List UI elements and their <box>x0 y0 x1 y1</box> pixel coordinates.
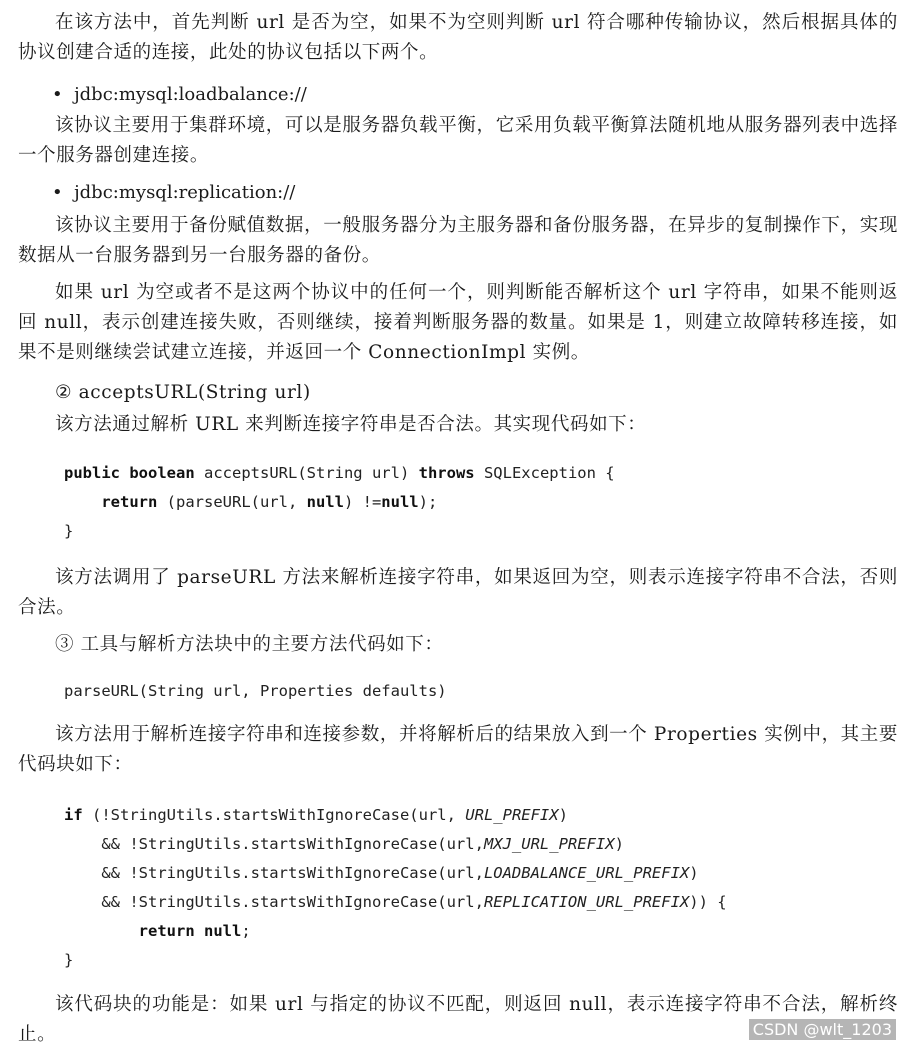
bullet-loadbalance: • jdbc:mysql:loadbalance:// <box>52 84 307 105</box>
code-block-parseurl: parseURL(String url, Properties defaults) <box>64 682 447 700</box>
paragraph-url-check: 如果 url 为空或者不是这两个协议中的任何一个，则判断能否解析这个 url 字符串，如果不能则返回 null，表示创建连接失败，否则继续，接着判断服务器的数量。如果是 1，则建立故障转移连接，如果不是则继续尝试建立连接，并返回一个 ConnectionImpl 实例。 <box>18 282 898 363</box>
paragraph-replication: 该协议主要用于备份赋值数据，一般服务器分为主服务器和备份服务器，在异步的复制操作下，实现数据从一台服务器到另一台服务器的备份。 <box>18 215 898 266</box>
code-block-acceptsurl: public boolean acceptsURL(String url) throws SQLException { return (parseURL(url, null) !=null); } <box>64 464 615 540</box>
paragraph-parseurl: 该方法用于解析连接字符串和连接参数，并将解析后的结果放入到一个 Properties 实例中，其主要代码块如下： <box>18 724 898 775</box>
bullet-loadbalance-text: jdbc:mysql:loadbalance:// <box>74 84 307 105</box>
paragraph-parseurl-call: 该方法调用了 parseURL 方法来解析连接字符串，如果返回为空，则表示连接字符串不合法，否则合法。 <box>18 567 898 618</box>
watermark-label: CSDN @wlt_1203 <box>749 1019 896 1040</box>
bullet-replication-text: jdbc:mysql:replication:// <box>74 182 296 203</box>
bullet-replication: • jdbc:mysql:replication:// <box>52 182 296 203</box>
paragraph-intro: 在该方法中，首先判断 url 是否为空，如果不为空则判断 url 符合哪种传输协议，然后根据具体的协议创建合适的连接，此处的协议包括以下两个。 <box>18 12 898 63</box>
heading-acceptsurl: ② acceptsURL(String url) <box>55 382 311 403</box>
paragraph-acceptsurl: 该方法通过解析 URL 来判断连接字符串是否合法。其实现代码如下： <box>55 414 647 435</box>
code-block-if: if (!StringUtils.startsWithIgnoreCase(url, URL_PREFIX) && !StringUtils.startsWithIgnoreCase(url,MXJ_URL_PREFIX) && !StringUtils.startsWithIgnoreCase(url,LOADBALANCE_URL_PREFIX) && !StringUtils.startsWithIgnoreCase(url,REPLICATION_URL_PREFIX)) { return null; } <box>64 806 727 969</box>
heading-tools: ③ 工具与解析方法块中的主要方法代码如下： <box>55 634 444 655</box>
paragraph-summary: 该代码块的功能是：如果 url 与指定的协议不匹配，则返回 null，表示连接字符串不合法，解析终止。 <box>18 994 898 1045</box>
paragraph-loadbalance: 该协议主要用于集群环境，可以是服务器负载平衡，它采用负载平衡算法随机地从服务器列表中选择一个服务器创建连接。 <box>18 115 898 166</box>
